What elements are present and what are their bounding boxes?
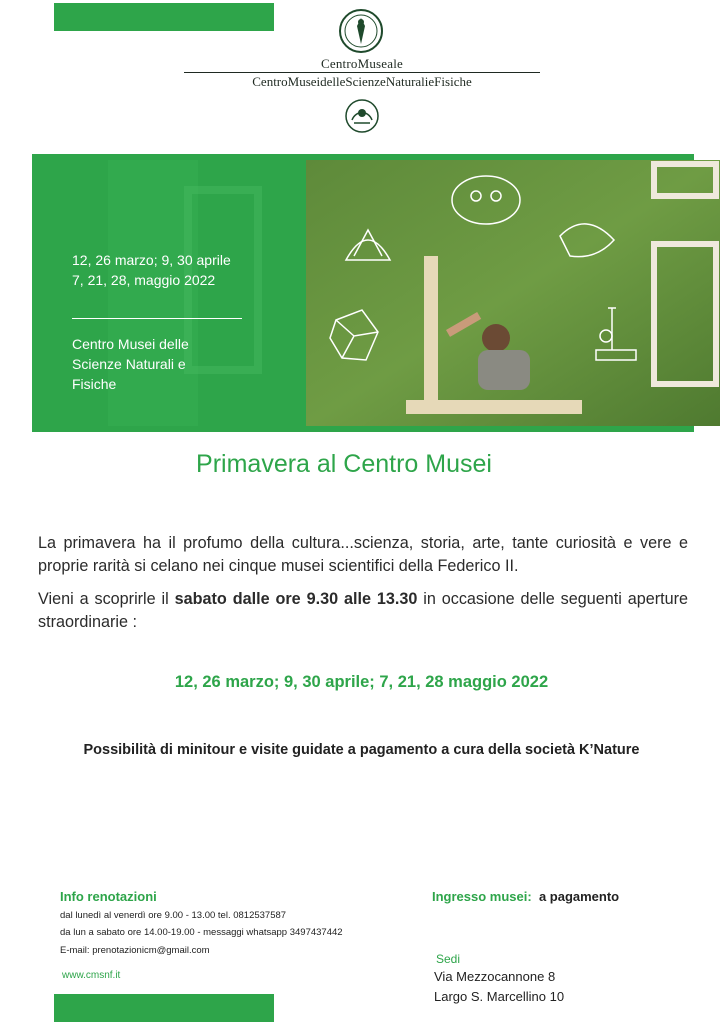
entry-value: a pagamento (538, 889, 620, 904)
info-hours-whatsapp: da lun a sabato ore 14.00-19.00 - messaggi whatsapp 3497437442 (60, 927, 343, 938)
top-green-bar (54, 3, 274, 31)
intro-paragraph: La primavera ha il profumo della cultura...scienza, storia, arte, tante curiosità e vere e proprie rarità si celano nei cinque musei scientifici della Federico II. (38, 534, 688, 575)
banner-place-line3: Fisiche (72, 376, 117, 392)
info-email[interactable]: E-mail: prenotazionicm@gmail.com (60, 945, 210, 956)
org-name-line2: CentroMuseidelleScienzeNaturalieFisiche (252, 74, 472, 89)
banner-photo-grass-scene (306, 160, 720, 426)
university-seal-icon (338, 8, 384, 54)
schedule-text-pre: Vieni a scoprirle il (38, 590, 175, 608)
banner-dates-line2: 7, 21, 28, maggio 2022 (72, 272, 216, 288)
schedule-time: sabato dalle ore 9.30 alle 13.30 (174, 590, 418, 608)
org-name-rule (184, 72, 540, 73)
info-heading: Info renotazioni (60, 889, 157, 904)
entry-info (432, 889, 619, 904)
info-hours-weekday: dal lunedì al venerdì ore 9.00 - 13.00 tel. 0812537587 (60, 910, 287, 921)
banner-dates-line1: 12, 26 marzo; 9, 30 aprile (72, 252, 231, 268)
entry-label: Ingresso musei: (432, 889, 532, 904)
location-address-1: Via Mezzocannone 8 (434, 969, 556, 984)
banner-place (72, 334, 272, 394)
banner-place-line1: Centro Musei delle (72, 336, 189, 352)
schedule-paragraph (38, 588, 688, 634)
page-title: Primavera al Centro Musei (196, 450, 492, 478)
location-address-2: Largo S. Marcellino 10 (434, 989, 565, 1004)
event-dates: 12, 26 marzo; 9, 30 aprile; 7, 21, 28 maggio 2022 (174, 673, 549, 691)
event-banner (32, 154, 694, 432)
org-name (180, 56, 544, 71)
banner-place-line2: Scienze Naturali e (72, 356, 186, 372)
bottom-green-bar (54, 994, 274, 1022)
locations-label: Sedi (436, 952, 461, 966)
banner-divider (72, 318, 242, 319)
schedule-text-post: in occasione delle seguenti aperture straordinarie : (38, 590, 688, 631)
museum-emblem-icon (344, 98, 380, 134)
banner-dates (72, 250, 272, 290)
minitour-note: Possibilità di minitour e visite guidate a pagamento a cura della società K’Nature (83, 742, 640, 758)
org-name-line1: CentroMuseale (320, 56, 404, 71)
website-link[interactable]: www.cmsnf.it (62, 970, 121, 981)
